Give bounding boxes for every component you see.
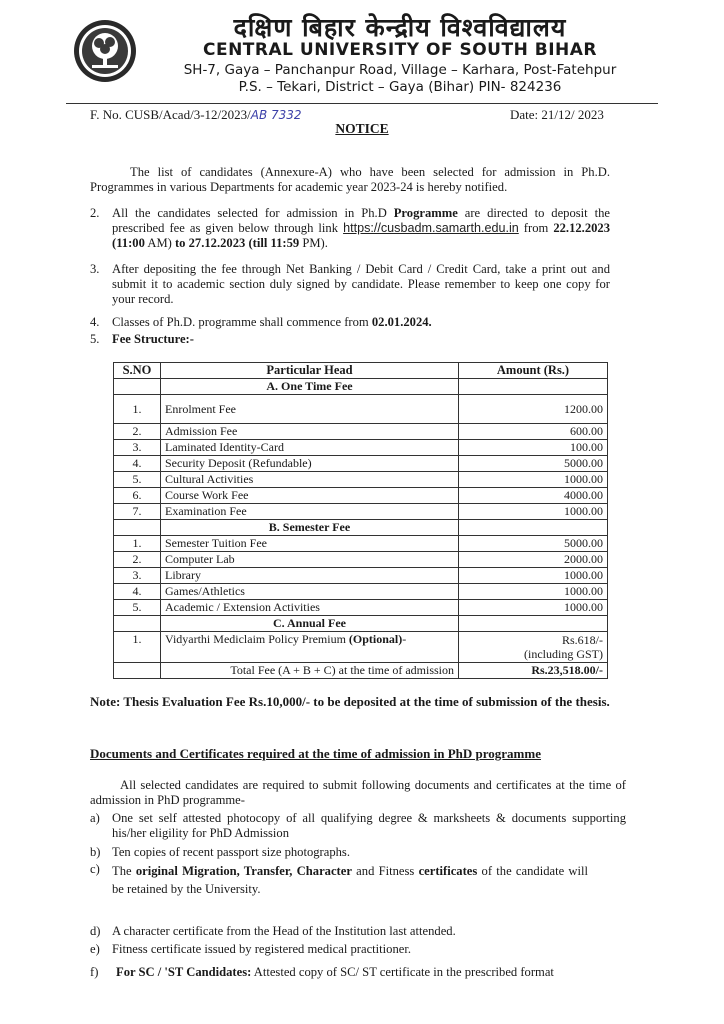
doc-a-text: One set self attested photocopy of all qualifying degree & marksheets & documents supporting his/her eligility for PhD Admission — [112, 811, 626, 840]
header-divider — [66, 103, 658, 104]
table-row: 2. Admission Fee 600.00 — [114, 424, 608, 440]
university-name: CENTRAL UNIVERSITY OF SOUTH BIHAR — [202, 40, 597, 60]
column-header-particular: Particular Head — [161, 363, 459, 379]
doc-c-label: c) — [90, 862, 100, 876]
total-label: Total Fee (A + B + C) at the time of admission — [161, 663, 459, 679]
doc-a-label: a) — [90, 811, 100, 825]
section-title-a: A. One Time Fee — [161, 379, 459, 395]
total-row — [114, 663, 608, 679]
doc-c-text: The original Migration, Transfer, Character and Fitness certificates of the candidate will be retained by the University. — [112, 864, 589, 896]
point-3-number: 3. — [90, 262, 100, 276]
table-row: 1. Semester Tuition Fee 5000.00 — [114, 536, 608, 552]
file-number-text: F. No. CUSB/Acad/3-12/2023/ — [90, 107, 251, 122]
table-row: 6. Course Work Fee 4000.00 — [114, 488, 608, 504]
table-row: 5. Academic / Extension Activities 1000.00 — [114, 600, 608, 616]
notice-date: Date: 21/12/ 2023 — [510, 107, 604, 122]
point-4-text: Classes of Ph.D. programme shall commence from 02.01.2024. — [112, 315, 432, 329]
table-row: 1. Vidyarthi Mediclaim Policy Premium (Optional)- Rs.618/- (including GST) — [114, 632, 608, 663]
documents-heading: Documents and Certificates required at the time of admission in PhD programme — [90, 746, 541, 761]
university-logo — [72, 18, 138, 84]
table-row: 4. Security Deposit (Refundable) 5000.00 — [114, 456, 608, 472]
fee-structure-table — [113, 362, 608, 679]
table-header-row — [114, 363, 608, 379]
section-row-a — [114, 379, 608, 395]
table-row: 7. Examination Fee 1000.00 — [114, 504, 608, 520]
column-header-sno: S.NO — [114, 363, 161, 379]
table-row: 1. Enrolment Fee 1200.00 — [114, 395, 608, 424]
section-title-c: C. Annual Fee — [161, 616, 459, 632]
doc-b-text: Ten copies of recent passport size photographs. — [112, 845, 350, 859]
section-row-c — [114, 616, 608, 632]
doc-e-label: e) — [90, 942, 100, 956]
point-2-text: All the candidates selected for admission in Ph.D Programme are directed to deposit the prescribed fee as given below through link https://cusbadm.samarth.edu.in from 22.12.2023 (11:00 AM) to 27.12.2023 (till 11:59 PM). — [112, 206, 610, 250]
intro-paragraph: The list of candidates (Annexure-A) who have been selected for admission in Ph.D. Programmes in various Departments for academic year 2023-24 is hereby notified. — [90, 165, 610, 194]
point-5-text: Fee Structure:- — [112, 332, 194, 346]
university-address — [150, 62, 650, 96]
notice-title: NOTICE — [335, 121, 389, 136]
section-title-b: B. Semester Fee — [161, 520, 459, 536]
doc-f-label: f) — [90, 965, 99, 979]
doc-d-text: A character certificate from the Head of the Institution last attended. — [112, 924, 456, 938]
point-2-number: 2. — [90, 206, 100, 220]
total-value: Rs.23,518.00/- — [459, 663, 608, 679]
handwritten-number: AB 7332 — [250, 108, 302, 122]
thesis-fee-note: Note: Thesis Evaluation Fee Rs.10,000/- to be deposited at the time of submission of the thesis. — [90, 694, 610, 709]
doc-f-text: For SC / 'ST Candidates: Attested copy of SC/ ST certificate in the prescribed format — [116, 965, 554, 979]
table-row: 2. Computer Lab 2000.00 — [114, 552, 608, 568]
table-row: 5. Cultural Activities 1000.00 — [114, 472, 608, 488]
university-name-hindi: दक्षिण बिहार केन्द्रीय विश्वविद्यालय — [233, 13, 567, 42]
point-3-text: After depositing the fee through Net Banking / Debit Card / Credit Card, take a print out and submit it to academic section duly signed by candidate. Please remember to keep one copy for your record. — [112, 262, 610, 306]
doc-b-label: b) — [90, 845, 101, 859]
table-row: 3. Laminated Identity-Card 100.00 — [114, 440, 608, 456]
point-4-number: 4. — [90, 315, 100, 329]
doc-d-label: d) — [90, 924, 101, 938]
address-line-2: P.S. – Tekari, District – Gaya (Bihar) PIN- 824236 — [238, 79, 562, 95]
table-row: 3. Library 1000.00 — [114, 568, 608, 584]
address-line-1: SH-7, Gaya – Panchanpur Road, Village – Karhara, Post-Fatehpur — [183, 62, 617, 78]
point-5-number: 5. — [90, 332, 100, 346]
column-header-amount: Amount (Rs.) — [459, 363, 608, 379]
section-row-b — [114, 520, 608, 536]
doc-e-text: Fitness certificate issued by registered medical practitioner. — [112, 942, 411, 956]
table-row: 4. Games/Athletics 1000.00 — [114, 584, 608, 600]
admission-portal-link[interactable]: https://cusbadm.samarth.edu.in — [343, 221, 519, 235]
documents-intro: All selected candidates are required to submit following documents and certificates at the time of admission in PhD programme- — [90, 778, 626, 807]
